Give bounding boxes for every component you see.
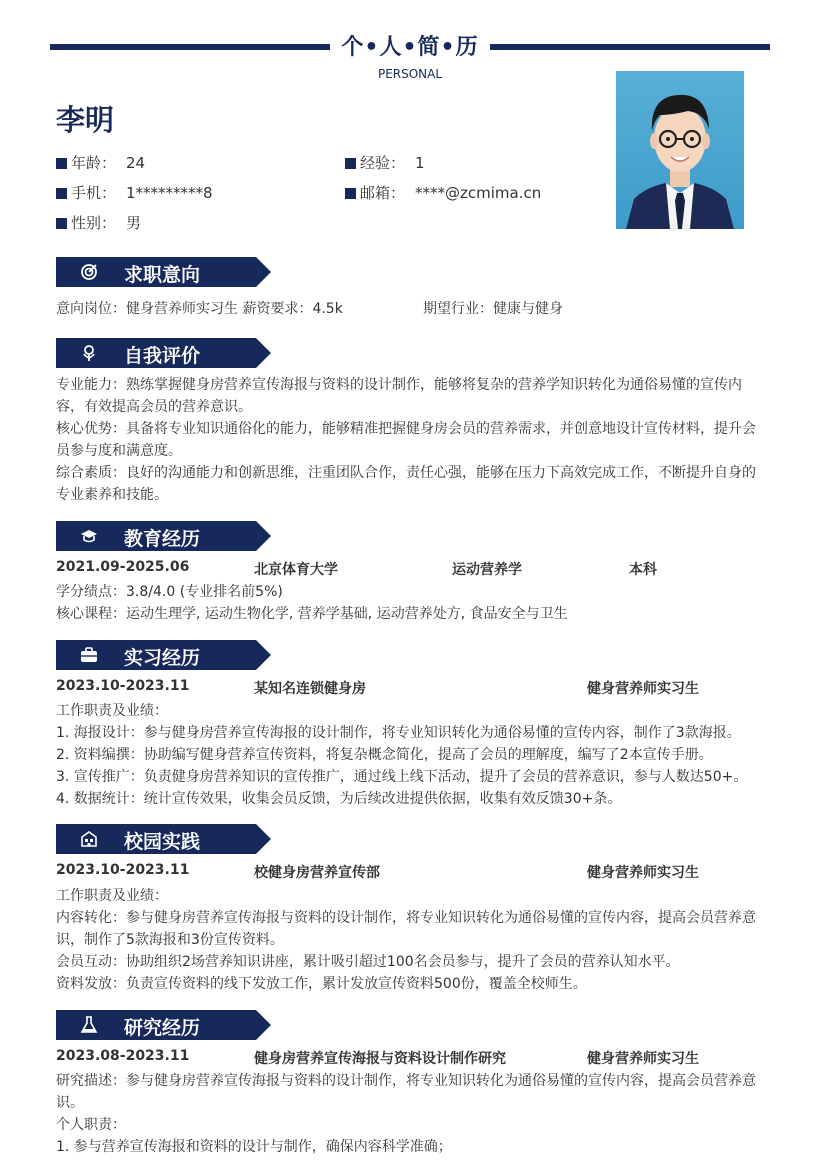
resume-subtitle: PERSONAL bbox=[377, 67, 443, 81]
intent-line bbox=[56, 298, 768, 320]
candidate-name: 李明 bbox=[56, 103, 115, 137]
campus-role: 健身营养师实习生 bbox=[587, 865, 699, 881]
section-title: 校园实践 bbox=[124, 831, 201, 853]
self-eval-line: 专业能力：熟练掌握健身房营养宣传海报与资料的设计制作，能够将复杂的营养学知识转化为通俗易懂的宣传内容，有效提高会员的营养意识。 bbox=[56, 377, 742, 415]
campus-details bbox=[56, 885, 768, 995]
internship-org: 某知名连锁健身房 bbox=[254, 681, 366, 697]
section-title: 教育经历 bbox=[124, 528, 201, 550]
experience-label: 经验： bbox=[360, 154, 406, 172]
research-role: 健身营养师实习生 bbox=[587, 1051, 699, 1067]
education-major: 运动营养学 bbox=[452, 562, 522, 578]
info-email bbox=[345, 183, 541, 203]
section-header-arrow bbox=[256, 338, 271, 368]
info-age bbox=[56, 153, 145, 173]
section-header-arrow bbox=[256, 640, 271, 670]
gender-value: 男 bbox=[126, 214, 142, 232]
section-header-arrow bbox=[256, 824, 271, 854]
intent-position: 意向岗位：健身营养师实习生 bbox=[56, 301, 238, 317]
phone-value: 1*********8 bbox=[126, 184, 213, 202]
experience-value: 1 bbox=[415, 154, 425, 172]
intent-salary: 薪资要求：4.5k bbox=[242, 301, 343, 317]
self-eval-text bbox=[56, 374, 768, 506]
info-gender bbox=[56, 213, 141, 233]
internship-item: 1. 海报设计：参与健身房营养宣传海报的设计制作，将专业知识转化为通俗易懂的宣传内容，制作了3款海报。 bbox=[56, 725, 741, 741]
internship-duty-label: 工作职责及业绩： bbox=[56, 703, 168, 719]
section-header-arrow bbox=[256, 521, 271, 551]
internship-details bbox=[56, 700, 768, 810]
target-icon bbox=[80, 263, 98, 281]
education-school: 北京体育大学 bbox=[254, 562, 338, 578]
education-gpa: 学分绩点：3.8/4.0 (专业排名前5%) bbox=[56, 584, 283, 600]
campus-item: 内容转化：参与健身房营养宣传海报与资料的设计制作，将专业知识转化为通俗易懂的宣传内容，提高会员营养意识，制作了5款海报和3份宣传资料。 bbox=[56, 910, 756, 948]
age-value: 24 bbox=[126, 154, 146, 172]
graduation-cap-icon bbox=[80, 527, 98, 545]
research-desc: 研究描述：参与健身房营养宣传海报与资料的设计制作，将专业知识转化为通俗易懂的宣传内容，提高会员营养意识。 bbox=[56, 1073, 756, 1111]
section-title: 实习经历 bbox=[124, 647, 201, 669]
internship-item: 4. 数据统计：统计宣传效果，收集会员反馈，为后续改进提供依据，收集有效反馈30+条。 bbox=[56, 791, 622, 807]
education-details bbox=[56, 581, 768, 625]
campus-date: 2023.10-2023.11 bbox=[56, 862, 190, 878]
internship-item: 3. 宣传推广：负责健身房营养知识的宣传推广，通过线上线下活动，提升了会员的营养意识，参与人数达50+。 bbox=[56, 769, 748, 785]
flask-icon bbox=[80, 1016, 98, 1034]
resume-title: 个•人•简•历 bbox=[341, 35, 479, 60]
phone-label: 手机： bbox=[71, 184, 117, 202]
section-header-arrow bbox=[256, 1010, 271, 1040]
section-title: 研究经历 bbox=[124, 1017, 201, 1039]
education-degree: 本科 bbox=[629, 562, 657, 578]
email-value: ****@zcmima.cn bbox=[415, 184, 542, 202]
education-date: 2021.09-2025.06 bbox=[56, 559, 190, 575]
building-icon bbox=[80, 830, 98, 848]
campus-item: 会员互动：协助组织2场营养知识讲座，累计吸引超过100名会员参与，提升了会员的营养认知水平。 bbox=[56, 954, 680, 970]
section-title: 求职意向 bbox=[124, 264, 201, 286]
info-phone bbox=[56, 183, 213, 203]
header-rule-left bbox=[50, 44, 330, 50]
self-eval-line: 核心优势：具备将专业知识通俗化的能力，能够精准把握健身房会员的营养需求，并创意地设计宣传材料，提升会员参与度和满意度。 bbox=[56, 421, 756, 459]
campus-duty-label: 工作职责及业绩： bbox=[56, 888, 168, 904]
intent-industry: 期望行业：健康与健身 bbox=[423, 301, 563, 317]
bullet-square-icon bbox=[56, 218, 67, 229]
research-details bbox=[56, 1070, 768, 1158]
email-label: 邮箱： bbox=[360, 184, 406, 202]
info-experience bbox=[345, 153, 425, 173]
bullet-square-icon bbox=[56, 188, 67, 199]
internship-item: 2. 资料编撰：协助编写健身营养宣传资料，将复杂概念简化，提高了会员的理解度，编写了2本宣传手册。 bbox=[56, 747, 713, 763]
section-title: 自我评价 bbox=[124, 345, 201, 367]
bullet-square-icon bbox=[345, 188, 356, 199]
research-date: 2023.08-2023.11 bbox=[56, 1048, 190, 1064]
campus-item: 资料发放：负责宣传资料的线下发放工作，累计发放宣传资料500份，覆盖全校师生。 bbox=[56, 976, 587, 992]
internship-date: 2023.10-2023.11 bbox=[56, 678, 190, 694]
self-eval-line: 综合素质：良好的沟通能力和创新思维，注重团队合作，责任心强，能够在压力下高效完成工作，不断提升自身的专业素养和技能。 bbox=[56, 465, 756, 503]
internship-role: 健身营养师实习生 bbox=[587, 681, 699, 697]
profile-photo bbox=[616, 71, 744, 229]
campus-org: 校健身房营养宣传部 bbox=[254, 865, 380, 881]
gender-label: 性别： bbox=[71, 214, 117, 232]
section-header-arrow bbox=[256, 257, 271, 287]
briefcase-icon bbox=[80, 646, 98, 664]
bullet-square-icon bbox=[345, 158, 356, 169]
bullet-square-icon bbox=[56, 158, 67, 169]
education-courses: 核心课程：运动生理学, 运动生物化学, 营养学基础, 运动营养处方, 食品安全与卫生 bbox=[56, 606, 568, 622]
research-item: 1. 参与营养宣传海报和资料的设计与制作，确保内容科学准确； bbox=[56, 1139, 452, 1155]
research-topic: 健身房营养宣传海报与资料设计制作研究 bbox=[254, 1051, 506, 1067]
age-label: 年龄： bbox=[71, 154, 117, 172]
flower-icon bbox=[80, 344, 98, 362]
header-rule-right bbox=[490, 44, 770, 50]
research-duty-label: 个人职责： bbox=[56, 1117, 126, 1133]
